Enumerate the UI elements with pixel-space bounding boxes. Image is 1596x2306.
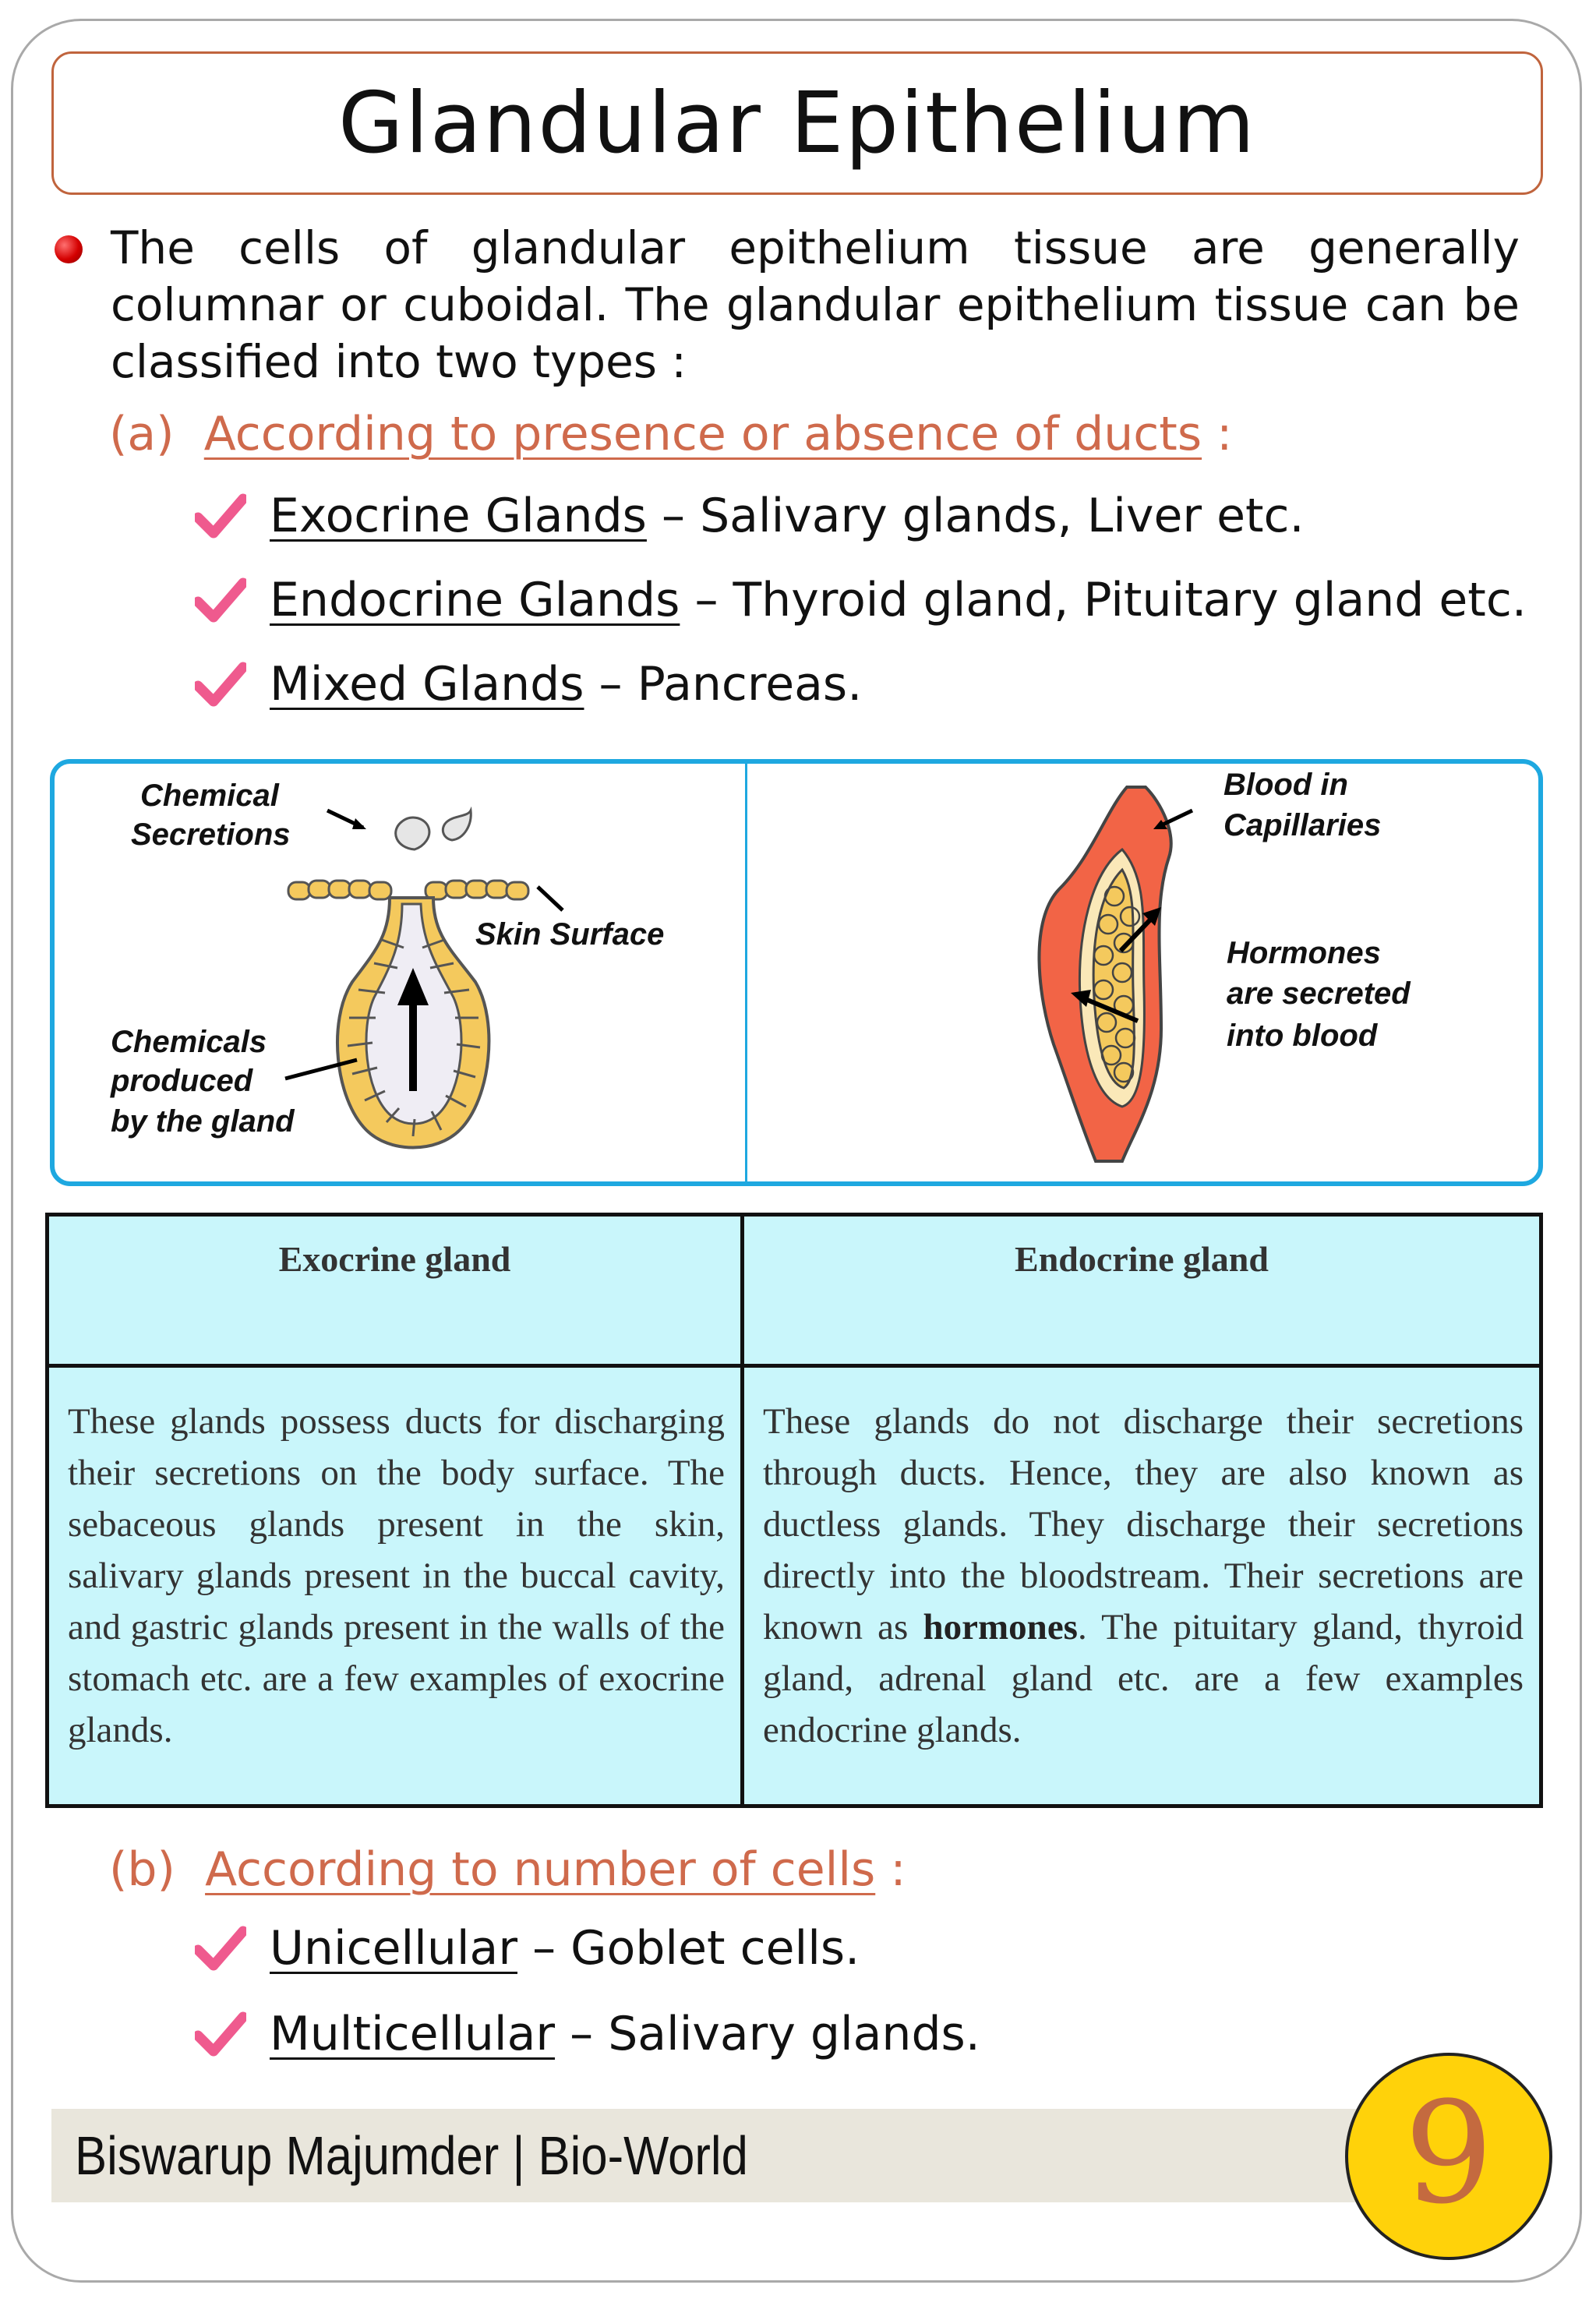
label-capillaries: Capillaries bbox=[1223, 808, 1382, 842]
label-chemical: Chemical bbox=[140, 779, 279, 813]
checkmark-icon bbox=[195, 2011, 246, 2057]
label-produced: produced bbox=[111, 1064, 253, 1098]
label-by-the-gland: by the gland bbox=[111, 1104, 295, 1139]
cell-type-desc: – Goblet cells. bbox=[517, 1921, 860, 1976]
label-are-secreted: are secreted bbox=[1227, 976, 1411, 1011]
label-blood-in: Blood in bbox=[1223, 768, 1348, 802]
label-chemicals: Chemicals bbox=[111, 1025, 267, 1059]
section-a-suffix: : bbox=[1216, 407, 1233, 461]
cell-type-name: Unicellular bbox=[270, 1921, 517, 1976]
label-into-blood: into blood bbox=[1227, 1019, 1378, 1053]
gland-illustrations bbox=[55, 764, 1538, 1181]
checkmark-icon bbox=[195, 661, 246, 708]
endocrine-gland-illustration bbox=[1039, 768, 1411, 1161]
list-item bbox=[195, 1917, 860, 1979]
section-a-label: (a) bbox=[109, 407, 175, 461]
label-skin-surface: Skin Surface bbox=[475, 917, 665, 952]
section-b-title: According to number of cells bbox=[205, 1842, 876, 1897]
endocrine-text-pre: These glands do not discharge their secretions through ducts. Hence, they are also known as ductless glands. They discharge their secretions directly into the bloodstream. Their secretions are known as bbox=[763, 1401, 1524, 1647]
checkmark-icon bbox=[195, 577, 246, 623]
comparison-table bbox=[45, 1213, 1543, 1808]
gland-desc: – Pancreas. bbox=[584, 657, 863, 712]
cell-type-desc: – Salivary glands. bbox=[555, 2007, 980, 2061]
footer-bar bbox=[51, 2109, 1376, 2202]
exocrine-description: These glands possess ducts for discharging their secretions on the body surface. The sebaceous glands present in the skin, salivary glands present in the buccal cavity, and gastric glands present in the walls of the stomach etc. are a few examples of exocrine glands. bbox=[48, 1366, 743, 1806]
label-hormones: Hormones bbox=[1227, 936, 1381, 970]
endocrine-description bbox=[743, 1366, 1541, 1806]
gland-diagram bbox=[50, 759, 1543, 1186]
gland-name: Mixed Glands bbox=[270, 657, 584, 712]
cell-type-name: Multicellular bbox=[270, 2007, 556, 2061]
section-a-title: According to presence or absence of ducts bbox=[203, 407, 1202, 461]
section-b-suffix: : bbox=[890, 1842, 906, 1897]
title-box bbox=[51, 51, 1543, 195]
list-item bbox=[195, 569, 1527, 631]
footer-author: Biswarup Majumder | Bio-World bbox=[75, 2125, 748, 2186]
exocrine-gland-illustration bbox=[110, 779, 664, 1148]
list-item bbox=[195, 485, 1305, 547]
intro-paragraph: The cells of glandular epithelium tissue are generally columnar or cuboidal. The glandular epithelium tissue can be classified into two types : bbox=[111, 221, 1520, 388]
label-secretions: Secretions bbox=[131, 818, 291, 852]
gland-name: Endocrine Glands bbox=[270, 573, 680, 627]
header-exocrine: Exocrine gland bbox=[48, 1215, 743, 1366]
page-title: Glandular Epithelium bbox=[338, 74, 1256, 172]
section-b-heading bbox=[109, 1842, 906, 1897]
table-row bbox=[48, 1366, 1541, 1806]
page-number-badge bbox=[1345, 2053, 1552, 2260]
section-a-heading bbox=[109, 407, 1232, 461]
table-header-row bbox=[48, 1215, 1541, 1366]
checkmark-icon bbox=[195, 493, 246, 539]
header-endocrine: Endocrine gland bbox=[743, 1215, 1541, 1366]
section-b-label: (b) bbox=[109, 1842, 175, 1897]
list-item bbox=[195, 2003, 980, 2065]
hormones-term: hormones bbox=[923, 1607, 1078, 1647]
gland-name: Exocrine Glands bbox=[270, 489, 647, 543]
endocrine-text-post: . The pituitary gland, thyroid gland, adrenal gland etc. are a few examples endocrine glands. bbox=[763, 1607, 1524, 1750]
gland-desc: – Salivary glands, Liver etc. bbox=[646, 489, 1305, 543]
page-number: 9 bbox=[1404, 2072, 1494, 2235]
list-item bbox=[195, 653, 862, 715]
bullet-dot-icon bbox=[55, 235, 83, 263]
checkmark-icon bbox=[195, 1925, 246, 1972]
gland-desc: – Thyroid gland, Pituitary gland etc. bbox=[680, 573, 1527, 627]
